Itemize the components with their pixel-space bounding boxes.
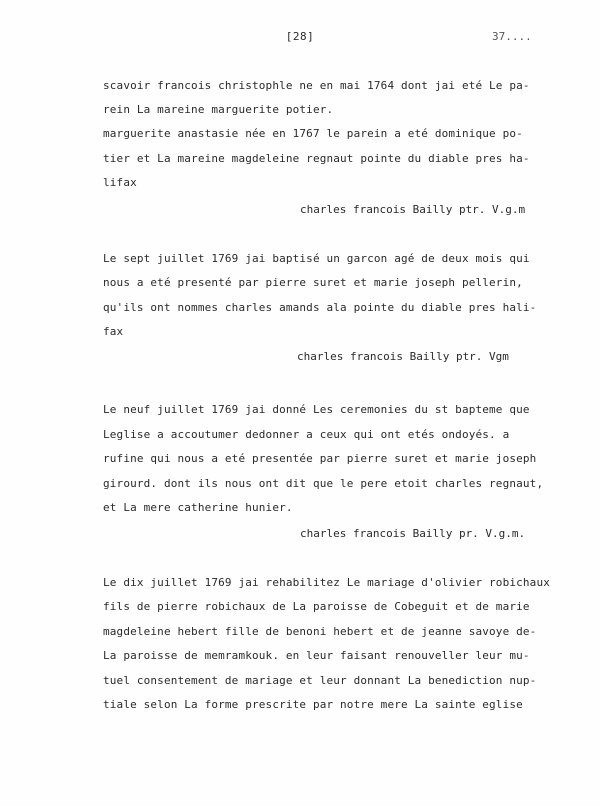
entry-line: tiale selon La forme prescrite par notre mere La sainte eglise	[103, 698, 523, 711]
entry-line: tuel consentement de mariage et leur donnant La benediction nup-	[103, 674, 537, 687]
entry-line: fax	[103, 325, 124, 338]
entry-line: Le sept juillet 1769 jai baptisé un garcon agé de deux mois qui	[103, 252, 530, 265]
entry-line: Le neuf juillet 1769 jai donné Les ceremonies du st bapteme que	[103, 403, 530, 416]
signature: charles francois Bailly pr. V.g.m.	[300, 527, 526, 540]
entry-line: girourd. dont ils nous ont dit que le pere etoit charles regnaut,	[103, 477, 544, 490]
entry-line: rein La mareine marguerite potier.	[103, 103, 334, 116]
entry-line: scavoir francois christophle ne en mai 1764 dont jai eté Le pa-	[103, 79, 530, 92]
entry-line: Leglise a accoutumer dedonner a ceux qui ont etés ondoyés. a	[103, 428, 510, 441]
entry-line: La paroisse de memramkouk. en leur faisant renouveller leur mu-	[103, 649, 530, 662]
entry-line: lifax	[103, 176, 137, 189]
entry-line: qu'ils ont nommes charles amands ala pointe du diable pres hali-	[103, 301, 537, 314]
entry-line: nous a eté presenté par pierre suret et marie joseph pellerin,	[103, 276, 523, 289]
entry-line: marguerite anastasie née en 1767 le parein a eté dominique po-	[103, 127, 523, 140]
entry-line: fils de pierre robichaux de La paroisse de Cobeguit et de marie	[103, 600, 530, 613]
entry-line: magdeleine hebert fille de benoni hebert et de jeanne savoye de-	[103, 625, 537, 638]
entry-line: et La mere catherine hunier.	[103, 501, 293, 514]
entry-line: rufine qui nous a eté presentée par pierre suret et marie joseph	[103, 452, 537, 465]
entry-line: tier et La mareine magdeleine regnaut pointe du diable pres ha-	[103, 152, 530, 165]
signature: charles francois Bailly ptr. Vgm	[297, 350, 509, 363]
signature: charles francois Bailly ptr. V.g.m	[300, 203, 526, 216]
folio-number: 37....	[492, 30, 532, 43]
entry-line: Le dix juillet 1769 jai rehabilitez Le mariage d'olivier robichaux	[103, 576, 550, 589]
page-number: [28]	[285, 30, 315, 43]
